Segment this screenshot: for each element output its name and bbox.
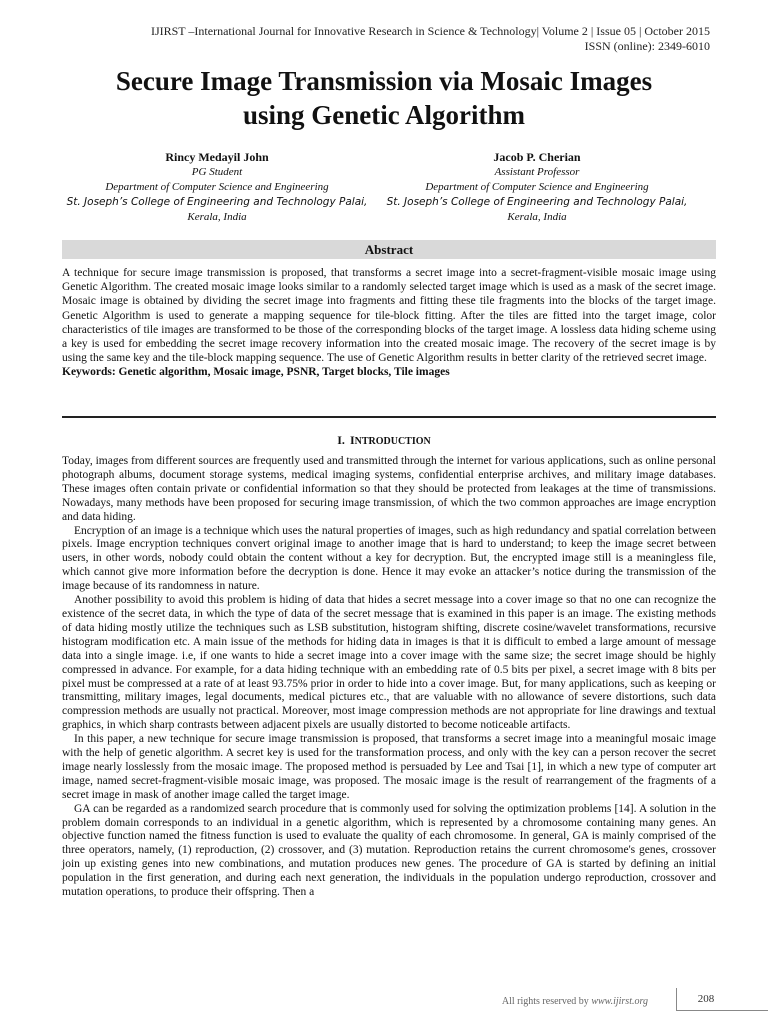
paper-title-line-1: Secure Image Transmission via Mosaic Images — [115, 66, 653, 96]
paper-title — [0, 64, 768, 132]
journal-header — [151, 24, 710, 54]
footer-url-link[interactable]: www.ijirst.org — [591, 996, 648, 1007]
introduction-body — [62, 455, 716, 900]
page-number: 208 — [676, 988, 735, 1011]
author-block-1 — [52, 150, 382, 225]
paragraph: GA can be regarded as a randomized search procedure that is commonly used for solving the optimization problems [14]. A solution in the problem domain corresponds to an individual in a genetic algorithm, which is represented by a chromosome containing many genes. An objective function named the fitness function is used to evaluate the quality of each chromosome. In general, GA is mainly comprised of the three operators, namely, (1) reproduction, (2) crossover, and (3) mutation. Reproduction retains the current chromosome's genes, crossover join up existing genes into new combinations, and mutation produces new genes. The procedure of GA is started by defining an initial population in the first generation, and during each next generation, the individuals in the population undergo reproduction, crossover and mutation operations, to produce their offspring. Then a — [62, 802, 716, 899]
paragraph: Encryption of an image is a technique which uses the natural properties of images, such as high redundancy and spatial correlation between pixels. Image encryption techniques convert original image to another image that is hard to understand; to keep the image secret between users, in other words, nobody could obtain the content without a key for decryption. But, the encrypted image still is a meaningless file, which cannot give more information before the decryption is done. Hence it may evoke an attacker’s notice during the transmission of the image because of its randomness in nature. — [62, 524, 716, 593]
author-location: Kerala, India — [507, 211, 567, 223]
author-department: Department of Computer Science and Engineering — [425, 181, 649, 193]
journal-issn: ISSN (online): 2349-6010 — [584, 39, 710, 53]
rights-text: All rights reserved by — [501, 996, 589, 1007]
author-college: St. Joseph’s College of Engineering and Technology Palai, — [386, 196, 688, 208]
author-role: Assistant Professor — [494, 166, 580, 178]
abstract-body — [62, 266, 716, 380]
author-department: Department of Computer Science and Engineering — [105, 181, 329, 193]
section-title-initial: I — [349, 433, 355, 447]
author-location: Kerala, India — [187, 211, 247, 223]
page-footer — [0, 988, 768, 1018]
section-title-rest: NTRODUCTION — [354, 436, 431, 447]
abstract-heading: Abstract — [62, 240, 716, 259]
section-number: I. — [337, 433, 345, 447]
section-divider — [62, 416, 716, 418]
author-role: PG Student — [191, 166, 243, 178]
paragraph: In this paper, a new technique for secure image transmission is proposed, that transforms a secret image into a meaningful mosaic image with the help of genetic algorithm. A secret key is used for the transformation process, and only with the key can a person recover the secret image nearly losslessly from the mosaic image. The proposed method is persuaded by Lee and Tsai [1], in which a new type of computer art image, named secret-fragment-visible mosaic image, was proposed. The mosaic image is the result of rearrangement of the fragments of a secret image in mask of another image called the target image. — [62, 733, 716, 801]
keywords: Keywords: Genetic algorithm, Mosaic image, PSNR, Target blocks, Tile images — [62, 366, 450, 379]
section-heading-introduction — [0, 433, 768, 448]
paragraph: Another possibility to avoid this problem is hiding of data that hides a secret message into a cover image so that no one can recognize the existence of the secret data, in which the type of data of the secret message that is examined in this paper is an image. The existing methods of data hiding mostly utilize the techniques such as LSB substitution, histogram shifting, discrete cosine/wavelet transformations, recursive histogram modification etc. A main issue of the methods for hiding data in images is that it is difficult to embed a large amount of message data into a single image. i.e, if one wants to hide a secret image into a cover image with the same size; the secret image should be highly compressed in advance. For example, for a data hiding technique with an embedding rate of 0.5 bits per pixel, a secret image with 8 bits per pixel must be compressed at a rate of at least 93.75% prior in order to hide into a cover image. But, for many applications, such as keeping or transmitting, military images, legal documents, medical pictures etc., that are valuable with no allowance of severe distortions, such data compression methods are usually not practical. Moreover, most image compression methods are not appropriate for line drawings and textual graphics, in which sharp contrasts between adjacent pixels are usually distorted to become noticeable artifacts. — [62, 594, 716, 732]
author-name: Jacob P. Cherian — [493, 150, 581, 164]
author-name: Rincy Medayil John — [165, 150, 269, 164]
author-college: St. Joseph’s College of Engineering and Technology Palai, — [66, 196, 368, 208]
paper-title-line-2: using Genetic Algorithm — [243, 100, 525, 130]
paragraph: Today, images from different sources are frequently used and transmitted through the internet for various applications, such as online personal photograph albums, document storage systems, medical imaging systems, confidential enterprise archives, and military image databases. These images often contain private or confidential information so that they should be protected from leakages at the time of transmissions. Nowadays, many methods have been proposed for securing image transmission, of which the two common approaches are image encryption and data hiding. — [62, 455, 716, 523]
footer-rights — [502, 996, 648, 1007]
footer-divider — [676, 1010, 768, 1011]
abstract-text: A technique for secure image transmission is proposed, that transforms a secret image into a secret-fragment-visible mosaic image using Genetic Algorithm. The created mosaic image looks similar to a randomly selected target image which is used as a mask of the secret image. Mosaic image is obtained by dividing the secret image into fragments and fitting these tile fragments into the blocks of the target image. Genetic Algorithm is used to generate a mapping sequence for tile-block fitting. After the tiles are fitted into the target image, color characteristics of tile images are transformed to be those of the corresponding blocks of the target image. A lossless data hiding scheme using a key is used for embedding the secret image recovery information into the created mosaic image. The recovery of the secret image is by using the same key and the tile-block mapping sequence. The use of Genetic Algorithm results in better clarity of the retrieved secret image. — [62, 267, 716, 365]
author-block-2 — [372, 150, 702, 225]
journal-citation: IJIRST –International Journal for Innovative Research in Science & Technology| Volume 2 | Issue 05 | October 2015 — [150, 24, 710, 38]
